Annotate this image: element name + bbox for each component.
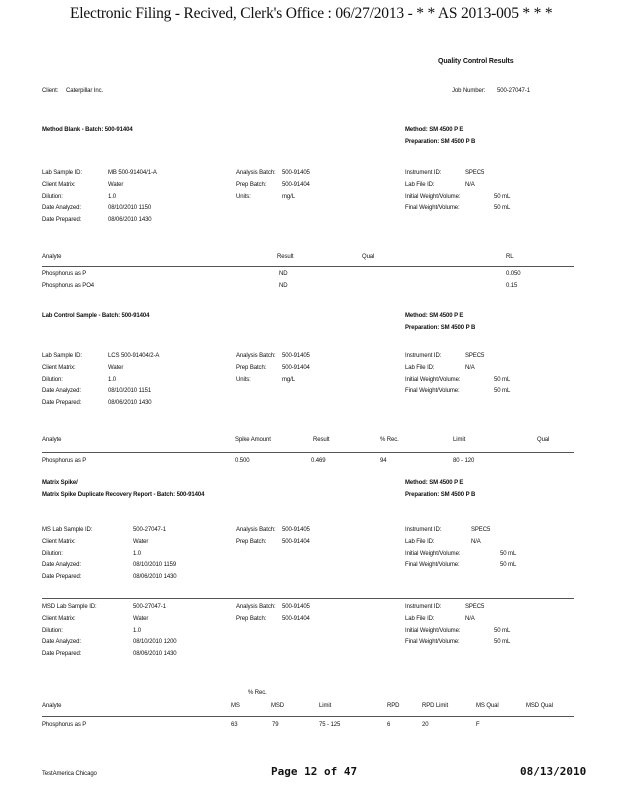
row-analyte: Phosphorus as P [42, 722, 87, 728]
field-value: mg/L [282, 376, 295, 383]
field-label: Client Matrix: [42, 615, 76, 622]
mb-col-qual: Qual [362, 254, 375, 260]
field-value: Water [133, 615, 149, 622]
field-label: Final Weight/Volume: [405, 388, 460, 395]
field-value: 08/10/2010 1200 [133, 639, 177, 646]
field-value: 500-91405 [282, 604, 310, 610]
field-value: 1.0 [133, 550, 142, 557]
lcs-col-result: Result [313, 437, 330, 443]
field-label: Date Prepared: [42, 400, 82, 407]
field-label: Initial Weight/Volume: [405, 376, 461, 383]
mb-col-result: Result [277, 254, 294, 260]
field-value: 500-91404 [282, 364, 310, 371]
field-label: Dilution: [42, 193, 63, 200]
lcs-col-analyte: Analyte [42, 437, 62, 443]
lcs-method: Method: SM 4500 P E [405, 313, 464, 319]
field-label: Prep Batch: [236, 364, 267, 371]
row-limit: 80 - 120 [453, 458, 475, 464]
field-value: Water [133, 538, 149, 545]
field-label: Client Matrix: [42, 181, 76, 188]
msd-col-msd: MSD [271, 703, 285, 709]
row-limit: 75 - 125 [319, 722, 341, 728]
field-label: Analysis Batch: [236, 604, 276, 610]
ms-msd-divider [42, 598, 574, 599]
field-label: Analysis Batch: [236, 527, 276, 533]
field-value: 500-27047-1 [133, 604, 166, 610]
field-value: 08/06/2010 1430 [133, 574, 177, 581]
field-label: Units: [236, 376, 251, 383]
field-value: Water [108, 181, 124, 188]
field-label: Instrument ID: [405, 170, 442, 176]
field-value: 1.0 [133, 627, 142, 634]
field-value: N/A [465, 615, 475, 622]
field-label: Dilution: [42, 627, 63, 634]
msd-col-limit: Limit [319, 703, 332, 709]
msd-col-rpd-limit: RPD Limit [422, 703, 449, 709]
lcs-table-rule [42, 452, 574, 453]
field-label: Initial Weight/Volume: [405, 627, 461, 634]
field-label: Dilution: [42, 376, 63, 383]
field-value: SPEC5 [465, 604, 485, 610]
msd-rec-header: % Rec. [248, 690, 267, 696]
method-blank-method: Method: SM 4500 P E [405, 127, 464, 133]
field-value: 500-91405 [282, 170, 310, 176]
job-number-value: 500-27047-1 [497, 88, 530, 94]
filing-banner: Electronic Filing - Recived, Clerk's Office : 06/27/2013 - * * AS 2013-005 * * * [70, 5, 553, 22]
row-rpd: 6 [387, 722, 391, 728]
field-value: 50 mL [500, 562, 517, 569]
msd-col-ms: MS [231, 703, 240, 709]
field-label: Final Weight/Volume: [405, 639, 460, 646]
field-value: LCS 500-91404/2-A [108, 353, 160, 359]
row-analyte: Phosphorus as P [42, 271, 87, 277]
msd-col-msd-qual: MSD Qual [526, 703, 553, 709]
field-label: Date Prepared: [42, 217, 82, 224]
row-rpd-limit: 20 [422, 722, 429, 728]
mb-col-rl: RL [506, 254, 514, 260]
field-value: 1.0 [108, 376, 117, 383]
field-label: MSD Lab Sample ID: [42, 604, 97, 610]
field-label: Initial Weight/Volume: [405, 550, 461, 557]
field-value: 08/10/2010 1159 [133, 562, 177, 569]
lcs-col-spike: Spike Amount [235, 437, 271, 443]
field-value: MB 500-91404/1-A [108, 170, 157, 176]
field-label: Final Weight/Volume: [405, 205, 460, 212]
field-value: 50 mL [494, 639, 511, 646]
field-label: Prep Batch: [236, 538, 267, 545]
field-label: Client Matrix: [42, 538, 76, 545]
field-label: Date Prepared: [42, 574, 82, 581]
row-analyte: Phosphorus as P [42, 458, 87, 464]
field-value: SPEC5 [465, 170, 485, 176]
field-value: 500-91404 [282, 615, 310, 622]
method-blank-prep: Preparation: SM 4500 P B [405, 139, 476, 145]
lcs-col-qual: Qual [537, 437, 550, 443]
field-label: Lab File ID: [405, 181, 435, 188]
field-value: 1.0 [108, 193, 117, 200]
footer-lab-name: TestAmerica Chicago [42, 771, 97, 777]
field-value: N/A [465, 364, 475, 371]
field-value: 50 mL [500, 550, 517, 557]
field-value: 500-27047-1 [133, 527, 166, 533]
row-result: ND [279, 271, 288, 277]
field-value: 500-91404 [282, 538, 310, 545]
field-label: Date Analyzed: [42, 388, 81, 395]
field-label: Prep Batch: [236, 181, 267, 188]
msd-col-rpd: RPD [387, 703, 400, 709]
field-value: N/A [471, 538, 481, 545]
field-label: Lab Sample ID: [42, 353, 82, 359]
msd-col-analyte: Analyte [42, 703, 62, 709]
lcs-prep: Preparation: SM 4500 P B [405, 325, 476, 331]
job-number-label: Job Number: [452, 88, 486, 94]
field-value: 50 mL [494, 205, 511, 212]
row-result: ND [279, 283, 288, 289]
row-ms-qual: F [476, 722, 480, 728]
field-value: 50 mL [494, 193, 511, 200]
field-value: 50 mL [494, 388, 511, 395]
ms-title-line2: Matrix Spike Duplicate Recovery Report - Batch: 500-91404 [42, 492, 205, 498]
lcs-title: Lab Control Sample - Batch: 500-91404 [42, 313, 150, 319]
field-value: 500-91405 [282, 353, 310, 359]
field-value: N/A [465, 181, 475, 188]
row-spike: 0.500 [235, 458, 250, 464]
field-value: 08/10/2010 1151 [108, 388, 152, 395]
mb-col-analyte: Analyte [42, 254, 62, 260]
field-label: Lab File ID: [405, 538, 435, 545]
field-label: Date Analyzed: [42, 205, 81, 212]
field-value: 08/06/2010 1430 [108, 400, 152, 407]
field-label: Lab Sample ID: [42, 170, 82, 176]
row-rl: 0.050 [506, 271, 521, 277]
mb-table-rule [42, 266, 574, 267]
field-label: Instrument ID: [405, 604, 442, 610]
field-label: Dilution: [42, 550, 63, 557]
ms-title-line1: Matrix Spike/ [42, 480, 78, 486]
field-value: SPEC5 [465, 353, 485, 359]
field-label: Initial Weight/Volume: [405, 193, 461, 200]
field-label: Instrument ID: [405, 353, 442, 359]
field-label: Analysis Batch: [236, 353, 276, 359]
ms-method: Method: SM 4500 P E [405, 480, 464, 486]
field-label: Analysis Batch: [236, 170, 276, 176]
report-title: Quality Control Results [438, 58, 514, 65]
client-value: Caterpillar Inc. [66, 88, 104, 94]
row-msd: 79 [272, 722, 279, 728]
field-label: MS Lab Sample ID: [42, 527, 93, 533]
row-rl: 0.15 [506, 283, 518, 289]
row-rec: 94 [380, 458, 387, 464]
msd-table-rule [42, 716, 574, 717]
field-label: Date Analyzed: [42, 562, 81, 569]
field-label: Client Matrix: [42, 364, 76, 371]
field-label: Date Analyzed: [42, 639, 81, 646]
footer-page-number: Page 12 of 47 [271, 765, 358, 778]
ms-prep: Preparation: SM 4500 P B [405, 492, 476, 498]
field-label: Prep Batch: [236, 615, 267, 622]
field-value: 500-91404 [282, 181, 310, 188]
lcs-col-limit: Limit [453, 437, 466, 443]
field-label: Date Prepared: [42, 651, 82, 658]
field-value: 08/06/2010 1430 [108, 217, 152, 224]
field-value: 08/10/2010 1150 [108, 205, 152, 212]
field-label: Units: [236, 193, 251, 200]
field-value: SPEC5 [471, 527, 491, 533]
msd-col-ms-qual: MS Qual [476, 703, 499, 709]
row-analyte: Phosphorus as PO4 [42, 283, 94, 289]
field-value: 08/06/2010 1430 [133, 651, 177, 658]
field-label: Lab File ID: [405, 615, 435, 622]
footer-date: 08/13/2010 [520, 765, 587, 778]
field-value: mg/L [282, 193, 295, 200]
client-label: Client: [42, 88, 59, 94]
field-label: Lab File ID: [405, 364, 435, 371]
field-value: 50 mL [494, 376, 511, 383]
field-label: Final Weight/Volume: [405, 562, 460, 569]
row-result: 0.469 [311, 458, 326, 464]
lcs-col-rec: % Rec. [380, 437, 399, 443]
field-label: Instrument ID: [405, 527, 442, 533]
field-value: 500-91405 [282, 527, 310, 533]
field-value: Water [108, 364, 124, 371]
method-blank-title: Method Blank - Batch: 500-91404 [42, 127, 133, 133]
field-value: 50 mL [494, 627, 511, 634]
row-ms: 63 [231, 722, 238, 728]
